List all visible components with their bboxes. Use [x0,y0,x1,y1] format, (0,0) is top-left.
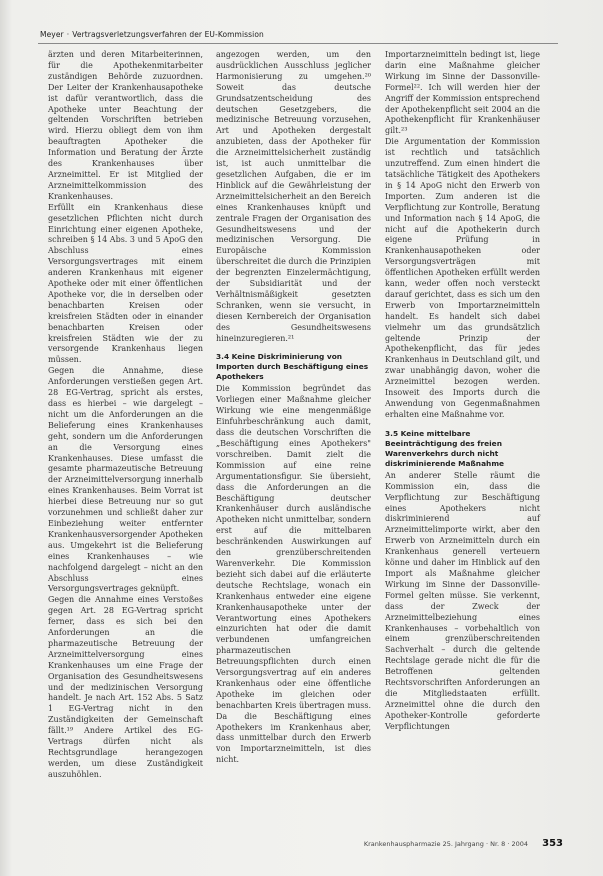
paragraph: Die Kommission begründet das Vorliegen einer Maßnahme gleicher Wirkung wie eine mengenmäßige Einfuhrbeschränkung auch damit, dass die deutschen Vorschriften die „Beschäftigung eines Apothekers" vorschreiben. Damit zielt die Kommission auf eine reine Argumentationsfigur. Sie übersieht, dass die Anforderungen an die Beschäftigung deutscher Krankenhäuser durch ausländische Apotheken nicht unmittelbar, sondern erst auf die mittelbaren beschränkenden Auswirkungen auf den grenzüberschreitenden Warenverkehr. Die Kommission bezieht sich dabei auf die erläuterte deutsche Rechtslage, wonach ein Krankenhaus entweder eine eigene Krankenhausapotheke unter der Verantwortung eines Apothekers einzurichten hat oder die damit verbundenen umfangreichen pharmazeutischen Betreuungspflichten durch einen Versorgungsvertrag auf ein anderes Krankenhaus oder eine öffentliche Apotheke im gleichen oder benachbarten Kreis übertragen muss. Da die Beschäftigung eines Apothekers im Krankenhaus aber, dass unmittelbar durch den Erwerb von Importarzneimitteln, ist dies nicht. [216,384,371,765]
running-head [40,30,573,39]
paragraph: angezogen werden, um den ausdrücklichen Ausschluss jeglicher Harmonisierung zu umgehen.²⁰ Soweit das deutsche Grundsatzentscheidung des deutschen Gesetzgebers, die medizinische Betreuung vorzusehen, Art und Apotheken dergestalt anzubieten, dass der Apotheker für die Arzneimittelsicherheit zuständig ist, ist auch unmittelbar die gesetzlichen Aufgaben, die er im Hinblick auf die Gewährleistung der Arzneimittelsicherheit an den Bereich eines Krankenhauses knüpft und zentrale Fragen der Organisation des Gesundheitswesens und der medizinischen Versorgung. Die Europäische Kommission überschreitet die durch die Prinzipien der begrenzten Einzelermächtigung, der Subsidiarität und der Verhältnismäßigkeit gesetzten Schranken, wenn sie versucht, in diesen Kernbereich der Organisation des Gesundheitswesens hineinzuregieren.²¹ [216,50,371,343]
text-column-middle [216,50,371,766]
header-rule [38,43,558,44]
paragraph: Gegen die Annahme eines Verstoßes gegen Art. 28 EG-Vertrag spricht ferner, dass es sich bei den Anforderungen an die pharmazeutische Betreuung der Arzneimittelversorgung eines Krankenhauses um eine Frage der Organisation des Gesundheitswesens und der medizinischen Versorgung handelt. Je nach Art. 152 Abs. 5 Satz 1 EG-Vertrag nicht in den Zuständigkeiten der Gemeinschaft fällt.¹⁹ Andere Artikel des EG-Vertrags dürfen nicht als Rechtsgrundlage herangezogen werden, um diese Zuständigkeit auszuhöhlen. [48,595,203,779]
section-heading: 3.5 Keine mittelbare Beeinträchtigung des freien Warenverkehrs durch nicht diskriminierende Maßnahme [385,428,505,468]
paragraph: An anderer Stelle räumt die Kommission ein, dass die Verpflichtung zur Beschäftigung eines Apothekers nicht diskriminierend auf Arzneimittelimporte wirkt, aber den Erwerb von Arzneimitteln durch ein Krankenhaus generell verteuern könne und daher im Hinblick auf den Import als Maßnahme gleicher Wirkung im Sinne der Dassonville-Formel gelten müsse. Sie verkennt, dass der Zweck der Arzneimittelbeziehung eines Krankenhauses – vorbehaltlich von einem grenzüberschreitenden Sachverhalt – durch die geltende Rechtslage gerade nicht die für die Betroffenen geltenden Rechtsvorschriften Anforderungen an die Mitgliedstaaten erfüllt. Arzneimittel ohne die durch den Apotheker-Kontrolle geforderte Verpflichtungen [385,470,540,731]
paragraph: Die Argumentation der Kommission ist rechtlich und tatsächlich unzutreffend. Zum einen hindert die tatsächliche Tätigkeit des Apothekers in § 14 ApoG nicht den Erwerb von Importen. Zum anderen ist die Verpflichtung zur Kontrolle, Beratung und Information nach § 14 ApoG, die nicht auf die Apothekerin durch eigene Prüfung in Krankenhausapotheken oder Versorgungsverträgen mit öffentlichen Apotheken erfüllt werden kann, weder offen noch versteckt darauf gerichtet, dass es sich um den Erwerb von Importarzneimitteln handelt. Es handelt sich dabei vielmehr um das grundsätzlich geltende Prinzip der Apothekenpflicht, das für jedes Krankenhaus in Deutschland gilt, und zwar unabhängig davon, woher die Arzneimittel bezogen werden. Insoweit des Imports durch die Anwendung von Gegenmaßnahmen erhalten eine Maßnahme vor. [385,137,540,419]
footer-journal: Krankenhauspharmazie [363,840,441,848]
page-number: 353 [542,838,563,849]
footer-issue: 25. Jahrgang · Nr. 8 · 2004 [442,840,529,848]
paragraph: Gegen die Annahme, diese Anforderungen verstießen gegen Art. 28 EG-Vertrag, spricht als erstes, dass es hierbei – wie dargelegt – nicht um die Anforderungen an die Belieferung eines Krankenhauses geht, sondern um die Anforderungen an die Versorgung eines Krankenhauses. Diese umfasst die gesamte pharmazeutische Betreuung der Arzneimittelversorgung innerhalb eines Krankenhauses. Beim Vorrat ist hierbei diese Betreuung nur so gut vorzunehmen und schließt daher zur Einbeziehung weiter entfernter Krankenhausversorgender Apotheken aus. Umgekehrt ist die Belieferung eines Krankenhauses – wie nachfolgend dargelegt – nicht an den Abschluss eines Versorgungsvertrages geknüpft. [48,366,203,594]
running-head-separator: · [66,30,70,39]
paragraph: ärzten und deren Mitarbeiterinnen, für die Apothekenmitarbeiter zuständigen Behörde zuzuordnen. Der Leiter der Krankenhausapotheke ist dafür verantwortlich, dass die Apotheke unter Beachtung der geltenden Vorschriften betrieben wird. Hierzu obliegt dem von ihm beauftragten Apotheker die Information und Beratung der Ärzte des Krankenhauses über Arzneimittel. Er ist Mitglied der Arzneimittelkommission des Krankenhauses. [48,50,203,201]
section-heading: 3.4 Keine Diskriminierung von Importen durch Beschäftigung eines Apothekers [216,352,369,382]
running-head-title: Vertragsverletzungsverfahren der EU-Kommission [72,30,264,39]
page-footer [300,838,563,849]
text-column-left [48,50,203,781]
running-head-author: Meyer [40,30,64,39]
paragraph: Importarzneimitteln bedingt ist, liege darin eine Maßnahme gleicher Wirkung im Sinne der Dassonville-Formel²². Ich will werden hier der Angriff der Kommission entsprechend der Apothekenpflicht seit 2004 an die Apothekenpflicht für Krankenhäuser gilt.²³ [385,50,540,136]
text-column-right [385,50,540,733]
paragraph: Erfüllt ein Krankenhaus diese gesetzlichen Pflichten nicht durch Einrichtung einer eigenen Apotheke, schreiben § 14 Abs. 3 und 5 ApoG den Abschluss eines Versorgungsvertrages mit einem anderen Krankenhaus mit eigener Apotheke oder mit einer öffentlichen Apotheke vor, die in derselben oder benachbarten Kreisen oder kreisfreien Städten oder in einander benachbarten Kreisen oder kreisfreien Städten wie der zu versorgende Krankenhaus liegen müssen. [48,202,203,365]
